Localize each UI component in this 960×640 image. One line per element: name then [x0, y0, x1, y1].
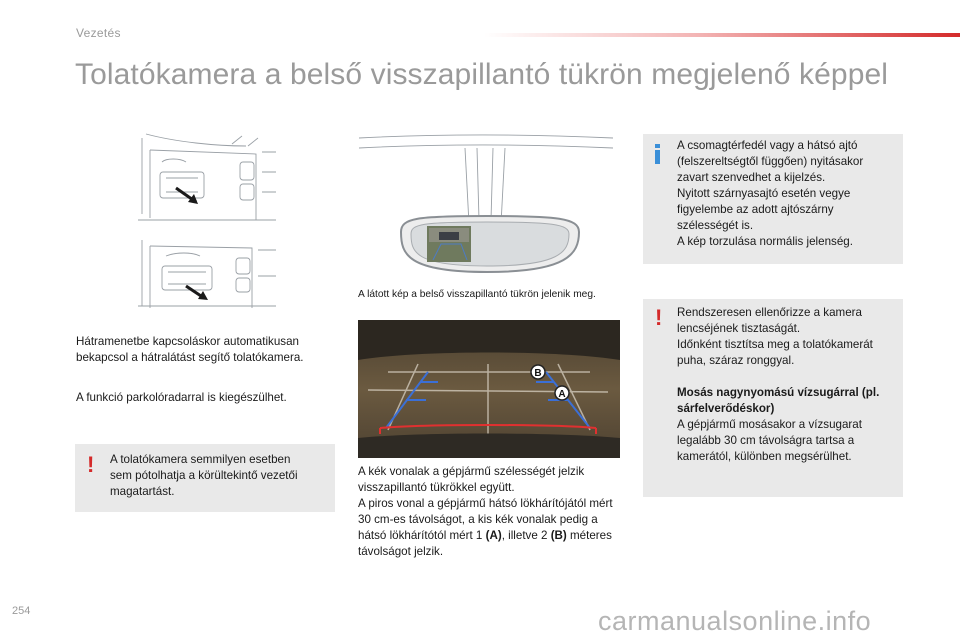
- driver-warning-box: [75, 444, 335, 512]
- high-pressure-text: A gépjármű mosásakor a vízsugarat legalább 30 cm távolságra tartsa a kamerától, különben megsérülhet.: [677, 418, 862, 463]
- camera-view-image: [358, 320, 620, 458]
- label-a-ref: (A): [485, 529, 502, 542]
- section-title: Vezetés: [76, 26, 121, 40]
- lens-clean-text: Időnként tisztítsa meg a tolatókamerát puha, száraz ronggyal.: [677, 338, 873, 367]
- red-line-text: A piros vonal a gépjármű hátsó lökhárítójától mért 30 cm-es távolságot, a kis kék vonalak pedig a hátsó lökhárítótól mért 1: [358, 497, 613, 542]
- info-box: [643, 134, 903, 264]
- lens-check-text: Rendszeresen ellenőrizze a kamera lencséjének tisztaságát.: [677, 306, 862, 335]
- camera-label-b: B: [534, 368, 542, 379]
- distance-mid-text: , illetve 2: [501, 529, 551, 542]
- cleaning-warning-text: [677, 305, 892, 465]
- page-title: Tolatókamera a belső visszapillantó tükrön megjelenő képpel: [75, 58, 889, 91]
- info-icon: [653, 144, 663, 164]
- header-accent-bar: [484, 33, 960, 37]
- info-text: [677, 138, 887, 250]
- info-line-1: A csomagtérfedél vagy a hátsó ajtó (felszereltségtől függően) nyitásakor zavart szenvedhet a kijelzés.: [677, 139, 864, 184]
- warning-icon: !: [87, 452, 95, 477]
- distance-end-text: méteres távolságot jelzik.: [358, 529, 612, 558]
- guide-lines-description: [358, 464, 620, 560]
- driver-warning-text: A tolatókamera semmilyen esetben sem pótolhatja a körültekintő vezetői magatartást.: [110, 453, 298, 498]
- warning-icon: !: [655, 305, 663, 330]
- vehicle-rear-camera-illustration-1: [136, 132, 282, 224]
- blue-lines-text: A kék vonalak a gépjármű szélességét jelzik visszapillantó tükrökkel együtt.: [358, 465, 585, 494]
- watermark: carmanualsonline.info: [598, 606, 872, 636]
- info-line-3: A kép torzulása normális jelenség.: [677, 235, 853, 248]
- rear-view-mirror-illustration: [357, 132, 615, 282]
- vehicle-rear-camera-illustration-2: [136, 236, 282, 310]
- parking-radar-paragraph: A funkció parkolóradarral is kiegészülhet.: [76, 391, 287, 404]
- page-number: 254: [12, 605, 31, 617]
- mirror-caption: A látott kép a belső visszapillantó tükrön jelenik meg.: [358, 289, 596, 300]
- intro-paragraph: Hátramenetbe kapcsoláskor automatikusan bekapcsol a hátralátást segítő tolatókamera.: [76, 335, 304, 364]
- camera-label-a: A: [558, 389, 566, 400]
- label-b-ref: (B): [550, 529, 567, 542]
- info-line-2: Nyitott szárnyasajtó esetén vegye figyelembe az adott ajtószárny szélességét is.: [677, 187, 851, 232]
- camera-cleaning-warning-box: [643, 299, 903, 497]
- high-pressure-heading: Mosás nagynyomású vízsugárral (pl. sárfelverődéskor): [677, 386, 880, 415]
